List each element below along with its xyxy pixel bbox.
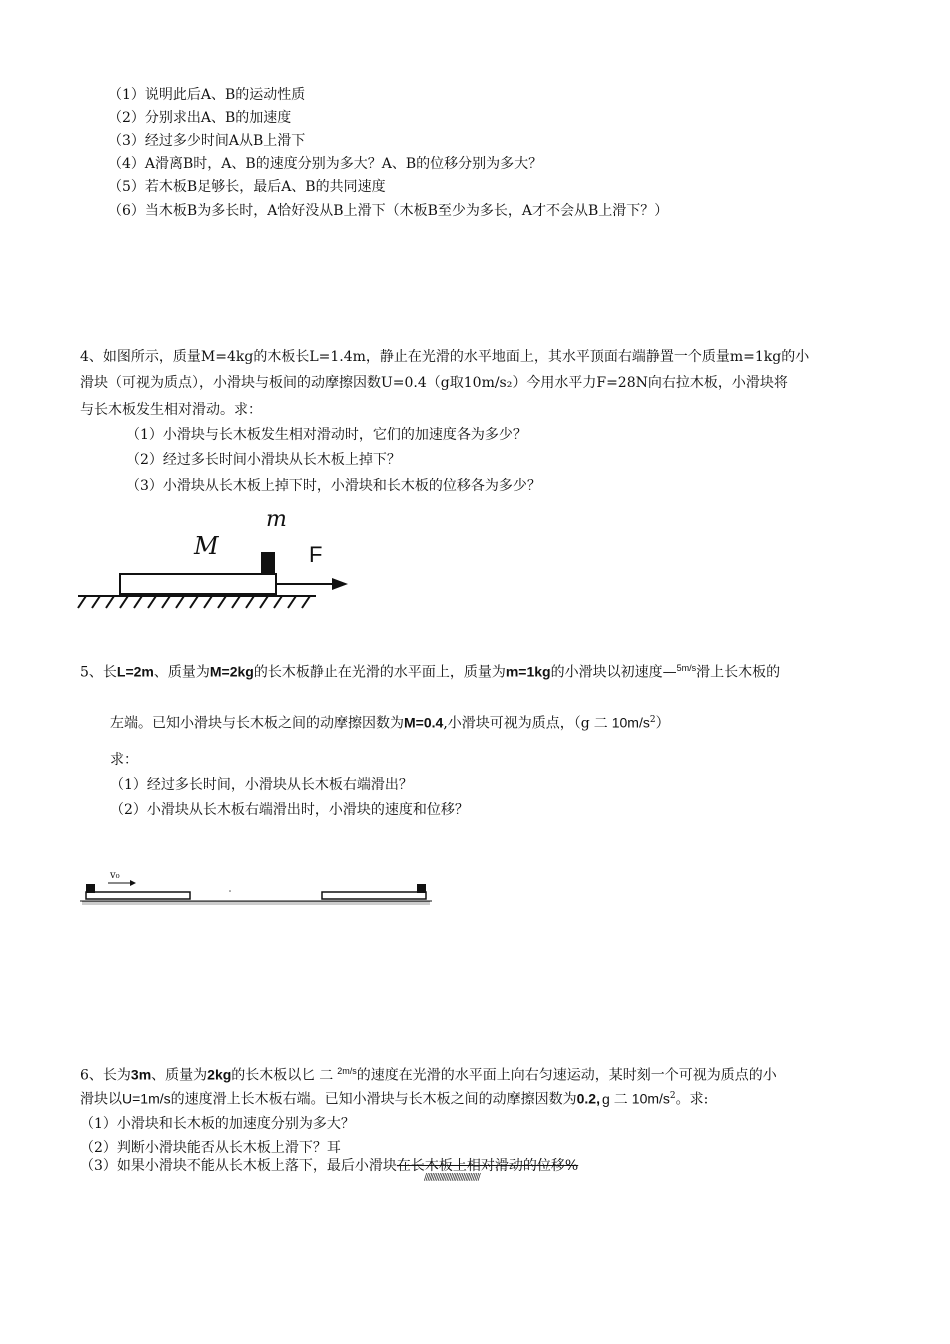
q6-line-1: 6、长为3m、质量为2kg的长木板以匕 二 $^{2m/s}$的速度在光滑的水平面上向右匀速运动，某时刻一个可视为质点的小 (80, 1066, 777, 1084)
board-M (120, 574, 276, 594)
q4-figure-label-M: M (194, 532, 219, 560)
force-arrow-head (332, 578, 348, 590)
q4-item-1: （1）小滑块与长木板发生相对滑动时，它们的加速度各为多少？ (126, 427, 527, 443)
q5-line-2: 左端。已知小滑块与长木板之间的动摩擦因数为M=0.4,小滑块可视为质点，（g 二 $10m/s^2$） (110, 714, 670, 732)
intro-item-1: （1）说明此后A、B的运动性质 (108, 87, 306, 103)
q4-figure (70, 505, 370, 615)
q4-line-1: 4、如图所示，质量M=4kg的木板长L=1.4m，静止在光滑的水平地面上，其水平顶面右端静置一个质量m=1kg的小 (80, 349, 810, 365)
q6-item-2: （2）判断小滑块能否从长木板上滑下？耳 (80, 1140, 341, 1156)
q5-ask: 求： (110, 752, 138, 768)
q6-line-2: 滑块以U=1m/s的速度滑上长木板右端。已知小滑块与长木板之间的动摩擦因数为0.2, g 二 $10m/s^2$。求: (80, 1090, 709, 1108)
q4-figure-label-F: F (309, 542, 323, 567)
q6-item-3: （3）如果小滑块不能从长木板上落下，最后小滑块在长木板上相对滑动的位移% (80, 1158, 579, 1174)
intro-item-3: （3）经过多少时间A从B上滑下 (108, 133, 306, 149)
block-m (261, 552, 275, 573)
q5-line-1: 5、长L=2m、质量为M=2kg的长木板静止在光滑的水平面上，质量为m=1kg的小滑块以初速度—$^{5m/s}$滑上长木板的 (80, 663, 781, 681)
q4-line-2: 滑块（可视为质点），小滑块与板间的动摩擦因数U=0.4（g取10m/s₂）今用水平力F=28N向右拉木板，小滑块将 (80, 375, 788, 391)
q4-item-3: （3）小滑块从长木板上掉下时，小滑块和长木板的位移各为多少？ (126, 478, 541, 494)
ground-hatch (78, 596, 310, 608)
q6-scribble: //////////////////////////////// (424, 1173, 480, 1183)
q5-figure-label-v0: v₀ (110, 870, 120, 881)
right-block (417, 884, 426, 893)
right-board (322, 892, 426, 899)
q5-figure (78, 866, 438, 911)
intro-item-6: （6）当木板B为多长时，A恰好没从B上滑下（木板B至少为多长，A才不会从B上滑下？） (108, 203, 669, 219)
intro-item-2: （2）分别求出A、B的加速度 (108, 110, 292, 126)
q4-figure-label-m: m (266, 507, 287, 532)
left-board (86, 892, 190, 899)
q5-item-1: （1）经过多长时间，小滑块从长木板右端滑出？ (110, 777, 413, 793)
q4-item-2: （2）经过多长时间小滑块从长木板上掉下？ (126, 452, 401, 468)
intro-item-5: （5）若木板B足够长，最后A、B的共同速度 (108, 179, 386, 195)
q5-item-2: （2）小滑块从长木板右端滑出时，小滑块的速度和位移？ (110, 802, 469, 818)
q4-line-3: 与长木板发生相对滑动。求： (80, 402, 262, 418)
q6-item-1: （1）小滑块和长木板的加速度分别为多大？ (80, 1116, 355, 1132)
intro-item-4: （4）A滑离B时，A、B的速度分别为多大？A、B的位移分别为多大？ (108, 156, 543, 172)
